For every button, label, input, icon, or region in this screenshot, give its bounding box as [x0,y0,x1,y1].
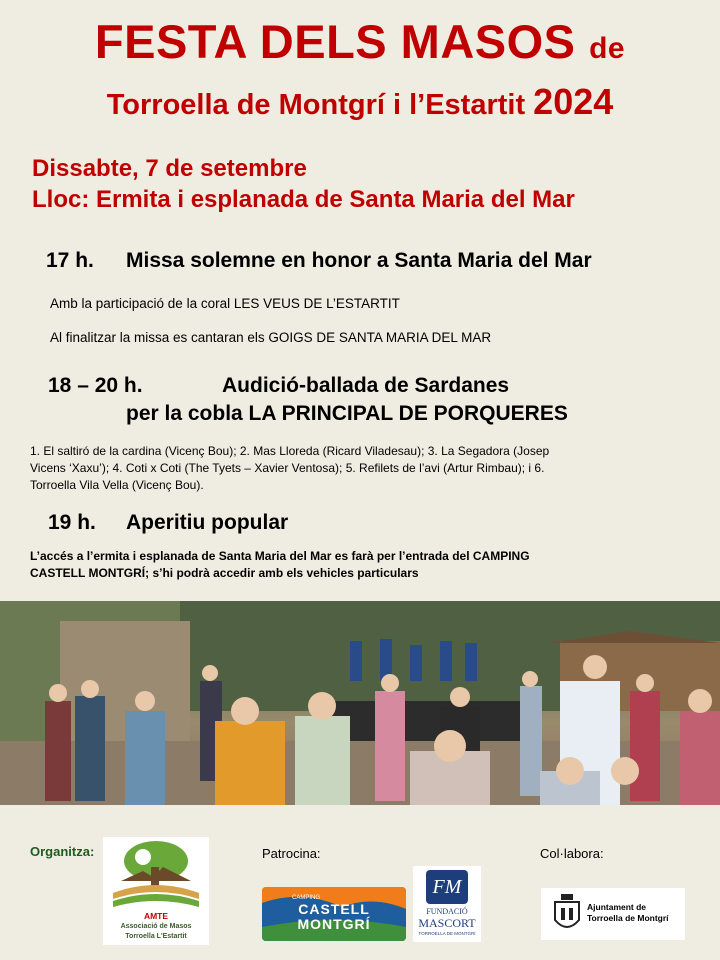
dancers-photo-illustration [0,601,720,805]
event-1-time: 17 h. [46,249,94,272]
organitza-label: Organitza: [30,844,95,859]
event-1-line-1: Amb la participació de la coral LES VEUS DE L’ESTARTIT [50,296,400,311]
subtitle-year: 2024 [533,81,614,122]
event-1-title: Missa solemne en honor a Santa Maria del Mar [126,249,592,272]
ajuntament-logo [541,888,685,940]
ajuntament-line-1: Ajuntament de [587,902,647,912]
event-2-title: Audició-ballada de Sardanes [222,374,510,397]
patrocina-label: Patrocina: [262,846,321,861]
subtitle-town: Torroella de Montgrí i l’Estartit [106,89,526,121]
fundacio-line-1: FUNDACIÓ [426,907,468,916]
coat-of-arms-icon [553,894,581,934]
title-main: FESTA DELS MASOS [94,15,576,68]
title-de: de [589,32,626,65]
event-2-line-3: Torroella Vila Vella (Vicenç Bou). [30,478,204,492]
collabora-label: Col·labora: [540,846,604,861]
event-3-time: 19 h. [48,511,96,534]
camping-line-2: MONTGRÍ [297,916,371,932]
fundacio-monogram: FM [426,870,468,904]
poster-title [0,14,720,77]
event-2-line-2: Vicens ‘Xaxu’); 4. Coti x Coti (The Tyets – Xavier Ventosa); 5. Refilets de l’avi (Artur Rimbau); i 6. [30,461,545,475]
camping-castell-montgri-logo [262,887,406,941]
event-2-time: 18 – 20 h. [48,374,143,397]
camping-small-label: CAMPING [292,895,321,901]
event-3-title: Aperitiu popular [126,511,289,534]
fundacio-line-2: MASCORT [418,916,476,930]
event-2-line-1: 1. El saltiró de la cardina (Vicenç Bou); 2. Mas Lloreda (Ricard Viladesau); 3. La Segadora (Josep [30,444,550,458]
amte-logo [103,837,209,945]
camping-line-1: CASTELL [298,901,370,917]
event-date: Dissabte, 7 de setembre [32,155,307,182]
fundacio-mascort-logo [413,866,481,942]
event-photo [0,601,720,805]
ajuntament-line-2: Torroella de Montgrí [587,913,669,923]
amte-line-2: Associació de Masos [120,923,192,930]
amte-name: AMTE [143,911,169,921]
amte-tree-icon [103,837,209,913]
amte-line-3: Torroella L'Estartit [125,933,187,940]
poster-subtitle [0,80,720,127]
event-3-line-1: L’accés a l’ermita i esplanada de Santa Maria del Mar es farà per l’entrada del CAMPING [30,549,530,563]
event-3-line-2: CASTELL MONTGRÍ; s’hi podrà accedir amb els vehicles particulars [30,566,419,580]
event-1-line-2: Al finalitzar la missa es cantaran els GOIGS DE SANTA MARIA DEL MAR [50,330,492,345]
fundacio-line-3: TORROELLA DE MONTGRÍ [418,931,476,936]
event-2-title-2: per la cobla LA PRINCIPAL DE PORQUERES [126,402,568,425]
event-place: Lloc: Ermita i esplanada de Santa Maria del Mar [32,186,575,213]
